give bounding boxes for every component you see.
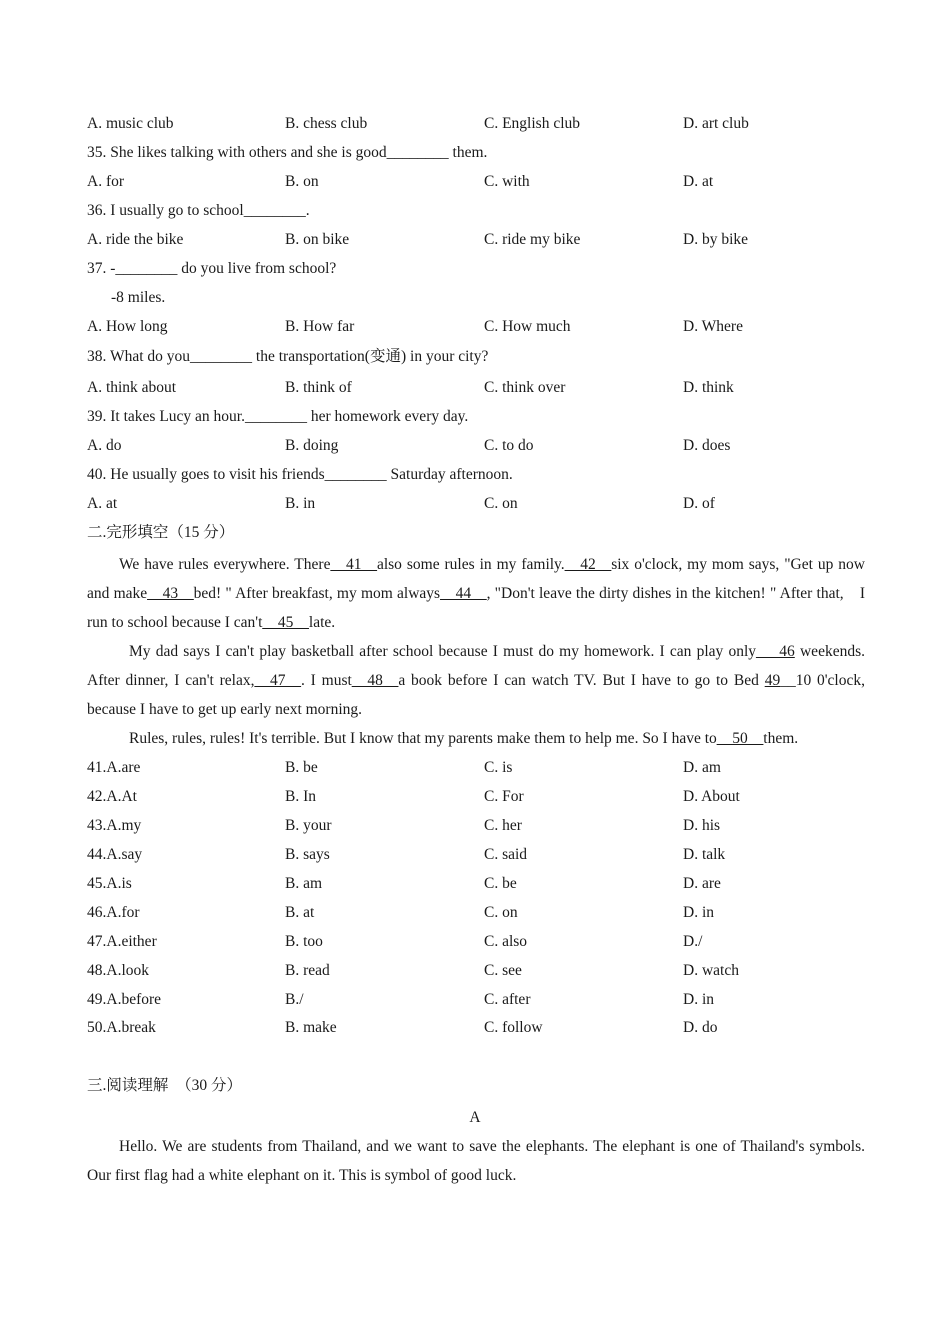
section-2-title: 二.完形填空（15 分）: [87, 524, 235, 541]
option-c: C. to do: [484, 437, 534, 454]
text: late.: [308, 614, 336, 631]
cloze-paragraph-3: [87, 724, 865, 753]
reading-paragraph-1: Hello. We are students from Thailand, and we want to save the elephants. The elephant is one of Thailand's symbols. Our first flag had a white elephant on it. This is symbol of good luck.: [87, 1138, 865, 1184]
blank-46: ___46: [756, 643, 795, 660]
option-b: B./: [285, 991, 304, 1008]
option-b: B. on bike: [285, 231, 350, 248]
blank-44: __44__: [440, 585, 487, 602]
question-39-options: [87, 436, 887, 456]
text: __10 0'clock, because I have to get up early next morning.: [87, 672, 865, 718]
question-40-options: [87, 494, 887, 514]
option-d: D. at: [683, 173, 714, 190]
option-d: D. of: [683, 495, 715, 512]
option-d: D. by bike: [683, 231, 749, 248]
blank-50: __50__: [716, 730, 764, 747]
blank-41: __41__: [330, 556, 377, 573]
question-39-stem: 39. It takes Lucy an hour.________ her homework every day.: [87, 408, 469, 425]
option-b: B. at: [285, 904, 315, 921]
option-b: B. think of: [285, 379, 352, 396]
option-b: B. too: [285, 933, 323, 950]
option-c: C. with: [484, 173, 530, 190]
option-b: B. make: [285, 1019, 337, 1036]
text: a book before I can watch TV. But I have to go to Bed: [398, 672, 759, 689]
blank-47: __47__: [254, 672, 301, 689]
option-d: D. in: [683, 991, 714, 1008]
section-3-title: 三.阅读理解 （30 分）: [87, 1077, 243, 1094]
option-c: C. on: [484, 495, 518, 512]
option-d: D. am: [683, 759, 721, 776]
question-37-stem: 37. -________ do you live from school?: [87, 260, 337, 277]
option-b: B. read: [285, 962, 330, 979]
option-c: C. is: [484, 759, 513, 776]
option-d: D. are: [683, 875, 721, 892]
blank-43: __43__: [147, 585, 194, 602]
option-b: B. in: [285, 495, 316, 512]
option-d: D. watch: [683, 962, 739, 979]
option-a: A. music club: [87, 115, 174, 132]
question-36-options: [87, 230, 887, 250]
option-a: A. for: [87, 173, 125, 190]
option-a: A. ride the bike: [87, 231, 184, 248]
option-c: C. English club: [484, 115, 581, 132]
cloze-item-49: [87, 990, 887, 1010]
cloze-item-47: [87, 932, 887, 952]
option-d: D./: [683, 933, 703, 950]
option-c: C. follow: [484, 1019, 543, 1036]
text: My dad says I can't play basketball after school because I must do my homework. I can play only: [129, 643, 757, 660]
cloze-paragraph-1: [87, 550, 865, 637]
option-a: A. do: [87, 437, 122, 454]
text: Rules, rules, rules! It's terrible. But I know that my parents make them to help me. So I have to: [129, 730, 717, 747]
option-a: 49.A.before: [87, 991, 162, 1008]
cloze-item-50: [87, 1018, 887, 1038]
option-c: C. For: [484, 788, 524, 805]
text: We have rules everywhere. There: [119, 556, 331, 573]
cloze-item-43: [87, 816, 887, 836]
option-c: C. after: [484, 991, 531, 1008]
option-a: A. think about: [87, 379, 177, 396]
question-37-options: [87, 317, 887, 337]
option-c: C. How much: [484, 318, 571, 335]
option-a: 47.A.either: [87, 933, 157, 950]
reading-passage-a: [87, 1132, 865, 1190]
option-d: D. About: [683, 788, 740, 805]
blank-49: 49: [764, 672, 781, 689]
option-d: D. art club: [683, 115, 749, 132]
text: six o'clock, my mom says, "Get up now and make: [87, 556, 865, 602]
option-b: B. be: [285, 759, 318, 776]
cloze-paragraph-2: [87, 637, 865, 724]
question-35-options: [87, 172, 887, 192]
option-a: 44.A.say: [87, 846, 143, 863]
option-b: B. doing: [285, 437, 339, 454]
option-d: D. in: [683, 904, 714, 921]
text: weekends. After dinner, I can't relax,: [87, 643, 865, 689]
option-a: A. at: [87, 495, 118, 512]
option-a: 45.A.is: [87, 875, 132, 892]
option-b: B. am: [285, 875, 323, 892]
option-c: C. said: [484, 846, 528, 863]
text: , "Don't leave the dirty dishes in the kitchen! " After that, I run to school because I can't: [87, 585, 866, 631]
option-d: D. do: [683, 1019, 718, 1036]
question-36-stem: 36. I usually go to school________.: [87, 202, 310, 219]
text: bed! " After breakfast, my mom always: [193, 585, 441, 602]
option-c: C. on: [484, 904, 518, 921]
question-35-stem: 35. She likes talking with others and she is good________ them.: [87, 144, 488, 161]
option-c: C. be: [484, 875, 517, 892]
option-c: C. think over: [484, 379, 566, 396]
option-a: 46.A.for: [87, 904, 140, 921]
option-b: B. chess club: [285, 115, 368, 132]
question-40-stem: 40. He usually goes to visit his friends________ Saturday afternoon.: [87, 466, 513, 483]
question-38-stem: 38. What do you________ the transportation(变通) in your city?: [87, 348, 489, 365]
option-b: B. How far: [285, 318, 355, 335]
text: them.: [763, 730, 799, 747]
option-a: 41.A.are: [87, 759, 141, 776]
option-a: A. How long: [87, 318, 168, 335]
option-a: 43.A.my: [87, 817, 142, 834]
option-d: D. Where: [683, 318, 743, 335]
cloze-item-42: [87, 787, 887, 807]
cloze-item-46: [87, 903, 887, 923]
option-a: 48.A.look: [87, 962, 149, 979]
option-a: 42.A.At: [87, 788, 137, 805]
option-a: 50.A.break: [87, 1019, 156, 1036]
blank-42: __42__: [564, 556, 612, 573]
cloze-item-48: [87, 961, 887, 981]
q34-options: [87, 114, 887, 134]
option-b: B. on: [285, 173, 319, 190]
passage-label: A: [469, 1109, 481, 1126]
question-38-options: [87, 378, 887, 398]
option-d: D. think: [683, 379, 734, 396]
option-d: D. his: [683, 817, 721, 834]
cloze-item-41: [87, 758, 887, 778]
cloze-item-44: [87, 845, 887, 865]
question-37-answer-line: -8 miles.: [111, 289, 166, 306]
text: also some rules in my family.: [376, 556, 565, 573]
option-b: B. In: [285, 788, 316, 805]
option-c: C. also: [484, 933, 528, 950]
option-b: B. says: [285, 846, 330, 863]
option-d: D. talk: [683, 846, 726, 863]
option-b: B. your: [285, 817, 332, 834]
option-c: C. see: [484, 962, 522, 979]
option-d: D. does: [683, 437, 731, 454]
cloze-item-45: [87, 874, 887, 894]
text: . I must: [300, 672, 352, 689]
cloze-passage: [87, 550, 865, 753]
option-c: C. her: [484, 817, 522, 834]
blank-48: __48__: [351, 672, 399, 689]
option-c: C. ride my bike: [484, 231, 581, 248]
blank-45: __45__: [262, 614, 309, 631]
